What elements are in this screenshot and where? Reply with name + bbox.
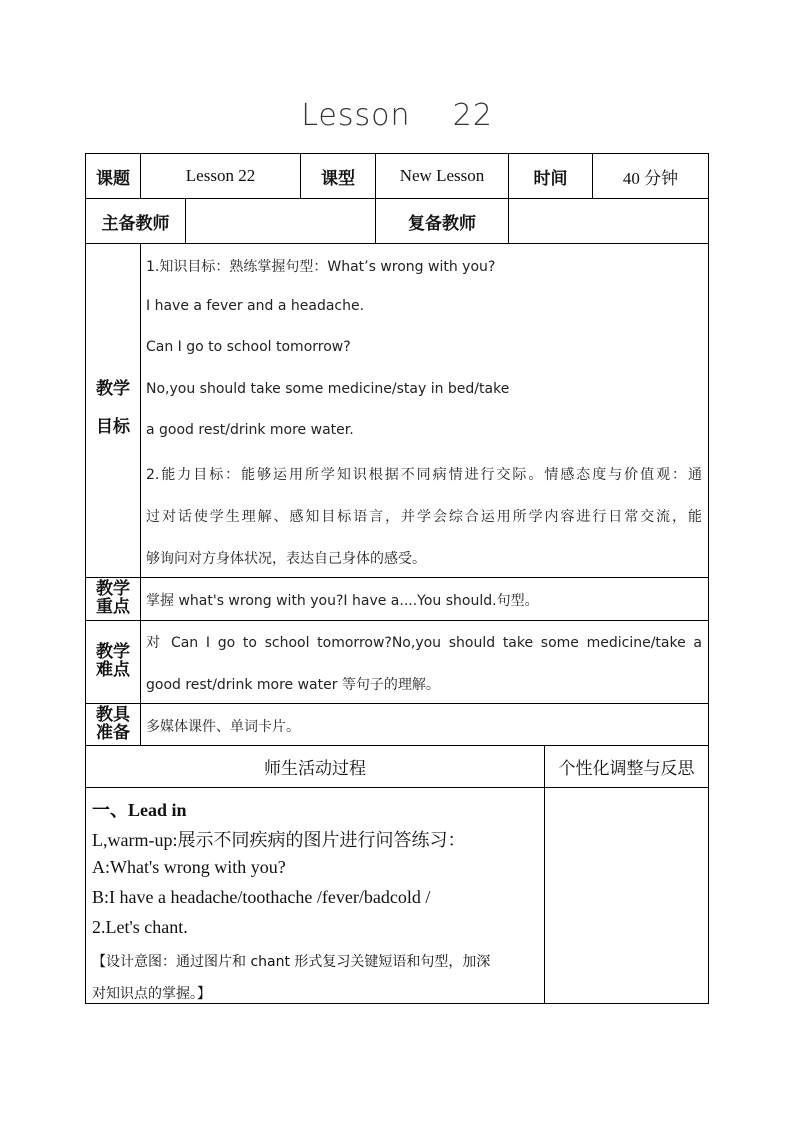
objective-line: Can I go to school tomorrow?: [146, 339, 351, 355]
design-intent-line-1: 【设计意图：通过图片和 chant 形式复习关键短语和句型，加深: [92, 954, 491, 970]
main-teacher-label: 主备教师: [101, 213, 170, 234]
backup-teacher-value: [509, 199, 708, 243]
key-points-label-line1: 教学: [96, 579, 130, 599]
tools-label-line1: 教具: [96, 705, 130, 725]
objectives-label: [85, 380, 141, 436]
type-label: 课型: [321, 168, 355, 189]
main-teacher-value: [186, 199, 375, 243]
objectives-label-line1: 教学: [96, 379, 130, 399]
objective-line: a good rest/drink more water.: [146, 422, 354, 438]
objective-line: No,you should take some medicine/stay in bed/take: [146, 381, 510, 397]
key-points-text: 掌握 what's wrong with you?I have a....You should.句型。: [146, 593, 539, 609]
type-value: New Lesson: [399, 166, 485, 185]
objective-line: 够询问对方身体状况，表达自己身体的感受。: [146, 551, 426, 567]
objectives-label-line2: 目标: [96, 417, 130, 437]
difficulties-label-line2: 难点: [96, 660, 130, 680]
process-line: 2.Let's chant.: [92, 917, 188, 937]
difficulties-label-line1: 教学: [96, 642, 130, 662]
difficulties-label: [85, 643, 141, 679]
objective-line: 1.知识目标：熟练掌握句型：What’s wrong with you?: [146, 259, 496, 275]
difficulties-line-2: good rest/drink more water 等句子的理解。: [146, 677, 440, 693]
time-value: 40 分钟: [622, 168, 679, 188]
topic-value: Lesson 22: [185, 166, 256, 185]
topic-label: 课题: [96, 168, 130, 189]
time-label: 时间: [533, 168, 568, 189]
process-line: B:I have a headache/toothache /fever/badcold /: [92, 887, 431, 907]
objective-line: I have a fever and a headache.: [146, 298, 365, 314]
process-line: L,warm-up:展示不同疾病的图片进行问答练习：: [92, 830, 466, 850]
design-intent-line-2: 对知识点的掌握。】: [92, 986, 211, 1002]
process-header: 师生活动过程: [264, 759, 366, 779]
page-title: Lesson 22: [301, 98, 493, 133]
key-points-label: [85, 580, 141, 616]
tools-label: [85, 706, 141, 742]
objective-line: 2.能力目标：能够运用所学知识根据不同病情进行交际。情感态度与价值观：通: [146, 467, 702, 483]
lead-in-heading: 一、Lead in: [92, 800, 187, 820]
objective-line: 过对话使学生理解、感知目标语言，并学会综合运用所学内容进行日常交流，能: [146, 509, 702, 525]
backup-teacher-label: 复备教师: [408, 213, 476, 234]
key-points-label-line2: 重点: [96, 597, 130, 617]
difficulties-line-1: 对 Can I go to school tomorrow?No,you should take some medicine/take a: [146, 635, 702, 651]
tools-text: 多媒体课件、单词卡片。: [146, 719, 300, 735]
reflection-header: 个性化调整与反思: [558, 759, 695, 779]
process-line: A:What's wrong with you?: [92, 857, 286, 877]
tools-label-line2: 准备: [96, 723, 130, 743]
